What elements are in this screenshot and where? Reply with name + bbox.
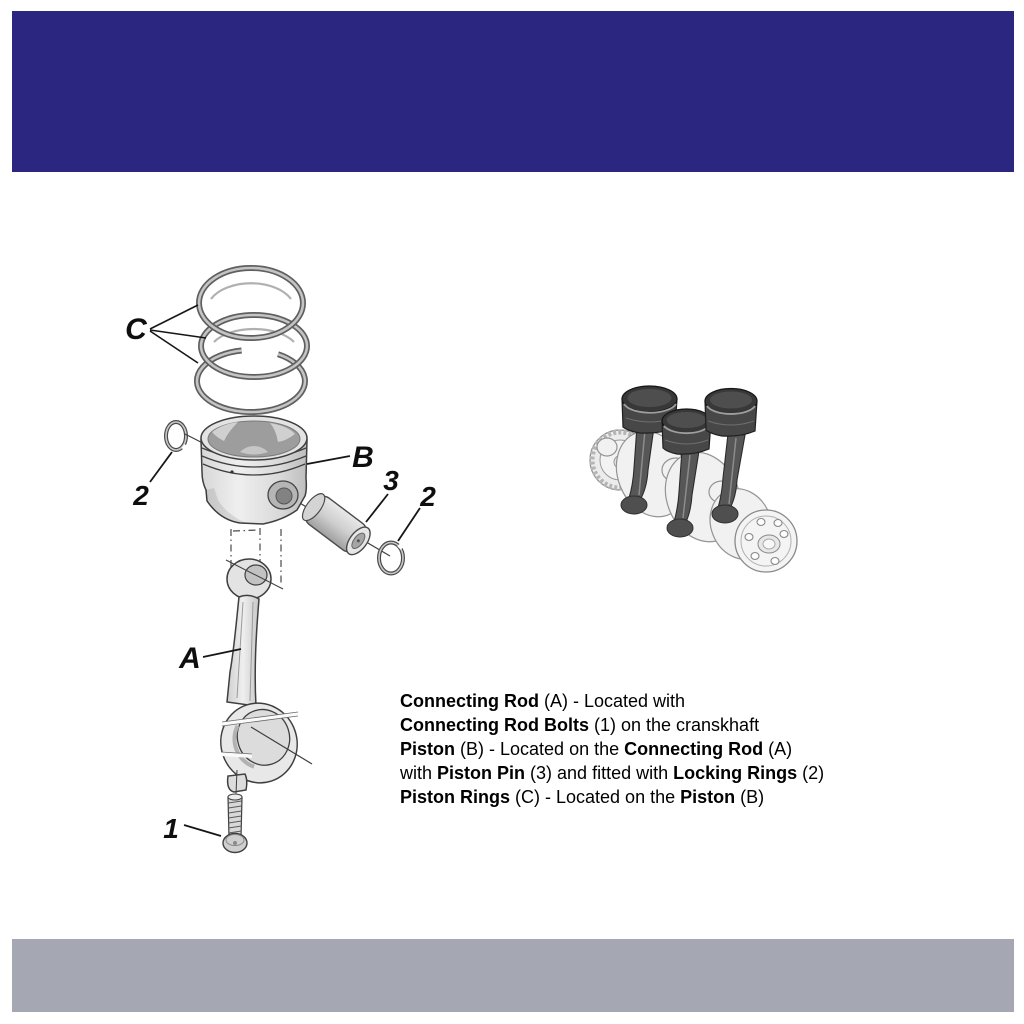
label-piston-pin: 3 (383, 465, 399, 496)
label-locking-ring-left: 2 (133, 480, 149, 511)
piston-rings-leader-lines (150, 305, 206, 363)
locking-ring-left-leader (150, 452, 172, 482)
description-line: Connecting Rod (A) - Located with (400, 691, 686, 711)
piston-leader (307, 456, 350, 464)
label-connecting-rod: A (179, 642, 201, 675)
rod-bolt-leader (184, 825, 221, 836)
label-locking-ring-right: 2 (420, 481, 436, 512)
description-line: Piston (B) - Located on the Connecting Rod (A) (400, 739, 793, 759)
description-line: Piston Rings (C) - Located on the Piston (B) (400, 787, 765, 807)
label-piston: B (352, 441, 374, 474)
piston-pin-leader (366, 494, 388, 522)
label-piston-rings: C (125, 313, 147, 346)
connecting-rod-illustration (210, 559, 312, 793)
crankshaft-assembly-illustration (590, 386, 797, 572)
parts-description (400, 689, 900, 809)
locking-ring-right-illustration (379, 541, 406, 574)
description-line: with Piston Pin (3) and fitted with Locking Rings (2) (400, 763, 825, 783)
piston-illustration (201, 416, 307, 524)
piston-rings-illustration (197, 268, 307, 412)
locking-ring-right-leader (398, 508, 420, 541)
piston-pin-illustration (298, 490, 375, 559)
label-rod-bolt: 1 (163, 813, 179, 844)
description-line: Connecting Rod Bolts (1) on the cranskhaft (400, 715, 760, 735)
